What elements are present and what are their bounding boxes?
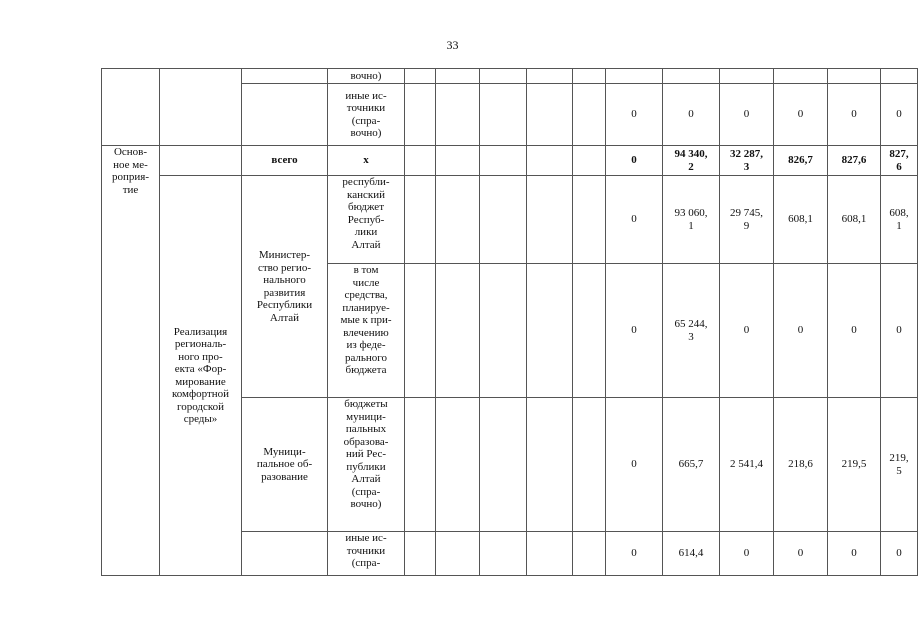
cell-empty [242,84,328,146]
table-row [102,69,918,84]
value-cell: 0 [774,264,828,398]
value-cell: 94 340, 2 [663,146,720,176]
value-cell: 614,4 [663,532,720,576]
budget-table [101,68,918,576]
value-cell: 0 [828,84,881,146]
value-cell: 0 [606,264,663,398]
value-cell: 218,6 [774,398,828,532]
value-cell: 0 [606,176,663,264]
value-cell: 0 [828,532,881,576]
value-cell: 665,7 [663,398,720,532]
funding-source: в том числе средства, планируе- мые к при- влечению из феде- рального бюджета [328,264,405,398]
cell-empty [102,69,160,146]
value-cell: 0 [663,84,720,146]
value-cell: 608,1 [828,176,881,264]
executor-ministry: Министер- ство регио- нального развития Республики Алтай [242,176,328,398]
value-cell: 0 [881,264,918,398]
value-cell: 826,7 [774,146,828,176]
cell-empty [242,69,328,84]
funding-source: вочно) [328,69,405,84]
cell-empty [160,69,242,146]
cell-empty [160,146,242,176]
value-cell: 93 060, 1 [663,176,720,264]
executor-municipal: Муници- пальное об- разование [242,398,328,532]
value-cell: 0 [881,532,918,576]
value-cell: 0 [720,532,774,576]
main-event-label: Основ- ное ме- роприя- тие [102,146,160,576]
value-cell: 608,1 [774,176,828,264]
funding-source: иные ис- точники (спра- [328,532,405,576]
funding-source: х [328,146,405,176]
value-cell: 827, 6 [881,146,918,176]
value-cell: 0 [720,264,774,398]
table-row [102,176,918,264]
value-cell: 65 244, 3 [663,264,720,398]
funding-source: республи- канский бюджет Респуб- лики Алтай [328,176,405,264]
funding-source: бюджеты муници- пальных образова- ний Рес- публики Алтай (спра- вочно) [328,398,405,532]
value-cell: 0 [881,84,918,146]
value-cell: 0 [606,532,663,576]
funding-source: иные ис- точники (спра- вочно) [328,84,405,146]
value-cell: 219,5 [828,398,881,532]
total-label: всего [242,146,328,176]
value-cell: 32 287, 3 [720,146,774,176]
value-cell: 827,6 [828,146,881,176]
table-row [102,146,918,176]
value-cell: 0 [774,532,828,576]
value-cell: 608, 1 [881,176,918,264]
value-cell: 0 [606,84,663,146]
value-cell: 219, 5 [881,398,918,532]
page-number: 33 [446,38,459,52]
event-name: Реализация региональ- ного про- екта «Фор- мирование комфортной городской среды» [160,176,242,576]
cell-empty [242,532,328,576]
value-cell: 0 [828,264,881,398]
value-cell: 0 [606,146,663,176]
value-cell: 0 [606,398,663,532]
value-cell: 0 [774,84,828,146]
value-cell: 2 541,4 [720,398,774,532]
value-cell: 0 [720,84,774,146]
value-cell: 29 745, 9 [720,176,774,264]
